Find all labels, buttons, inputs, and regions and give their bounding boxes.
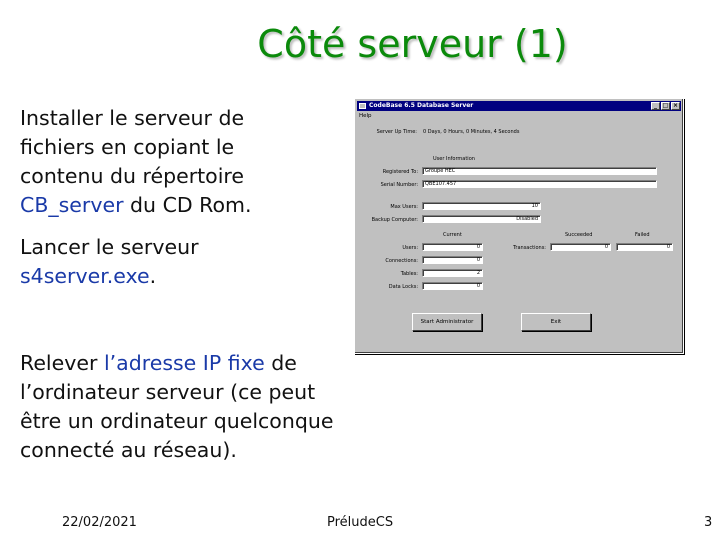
user-info-header: User Information [433, 156, 475, 162]
codebase-server-window [354, 98, 684, 354]
maximize-button[interactable]: □ [662, 102, 669, 109]
bullet-launch-highlight: s4server.exe [20, 264, 150, 288]
serial-label: Serial Number: [380, 182, 418, 188]
window-titlebar[interactable] [357, 101, 681, 111]
bullet-launch-text-a: Lancer le serveur [20, 235, 199, 259]
bullet-ip-highlight: l’adresse IP fixe [103, 351, 265, 375]
footer-date: 22/02/2021 [62, 515, 137, 530]
menu-help[interactable]: Help [359, 113, 372, 119]
col-succeeded-header: Succeeded [565, 232, 593, 238]
connections-field: 0 [422, 256, 483, 264]
users-field: 0 [422, 243, 483, 251]
bullet-ip-text-b: de l’ordinateur serveur (ce peut être un ordinateur quelconque connecté au réseau). [20, 351, 334, 462]
start-administrator-button[interactable]: Start Administrator [412, 313, 482, 331]
footer-page-number: 3 [704, 515, 713, 530]
registered-label: Registered To: [382, 169, 418, 175]
window-title: CodeBase 6.5 Database Server [369, 102, 474, 109]
bullet-launch-text-b: . [149, 264, 157, 288]
transactions-label: Transactions: [513, 245, 546, 251]
minimize-button[interactable]: _ [651, 102, 660, 110]
backup-label: Backup Computer: [371, 217, 418, 223]
max-users-label: Max Users: [390, 204, 418, 210]
exit-button[interactable]: Exit [521, 313, 591, 331]
transactions-failed-field: 0 [616, 243, 673, 251]
transactions-succeeded-field: 0 [550, 243, 611, 251]
slide-title: Côté serveur (1) [257, 22, 568, 66]
footer-center: PréludeCS [327, 515, 394, 530]
bullet-install-highlight: CB_server [20, 193, 124, 217]
bullet-install-text-b: du CD Rom. [123, 193, 252, 217]
data-locks-label: Data Locks: [388, 284, 418, 290]
up-time-label: Server Up Time: [376, 129, 417, 135]
tables-label: Tables: [400, 271, 418, 277]
bullet-ip-text-a: Relever [20, 351, 104, 375]
bullet-install-text-a: Installer le serveur de fichiers en copiant le contenu du répertoire [20, 106, 245, 188]
bullet-ip [20, 349, 340, 465]
connections-label: Connections: [385, 258, 418, 264]
backup-field: Disabled [422, 215, 541, 223]
users-label: Users: [402, 245, 418, 251]
data-locks-field: 0 [422, 282, 483, 290]
tables-field: 2 [422, 269, 483, 277]
max-users-field: 10 [422, 202, 541, 210]
col-current-header: Current [443, 232, 462, 238]
registered-field: Groupe HEC [422, 167, 657, 175]
col-failed-header: Failed [635, 232, 650, 238]
app-icon [359, 103, 366, 109]
serial-field: QBE107.457 [422, 180, 657, 188]
up-time-value: 0 Days, 0 Hours, 0 Minutes, 4 Seconds [423, 129, 520, 135]
bullet-launch [20, 233, 320, 291]
close-button[interactable]: × [672, 102, 679, 109]
bullet-install [20, 104, 320, 220]
